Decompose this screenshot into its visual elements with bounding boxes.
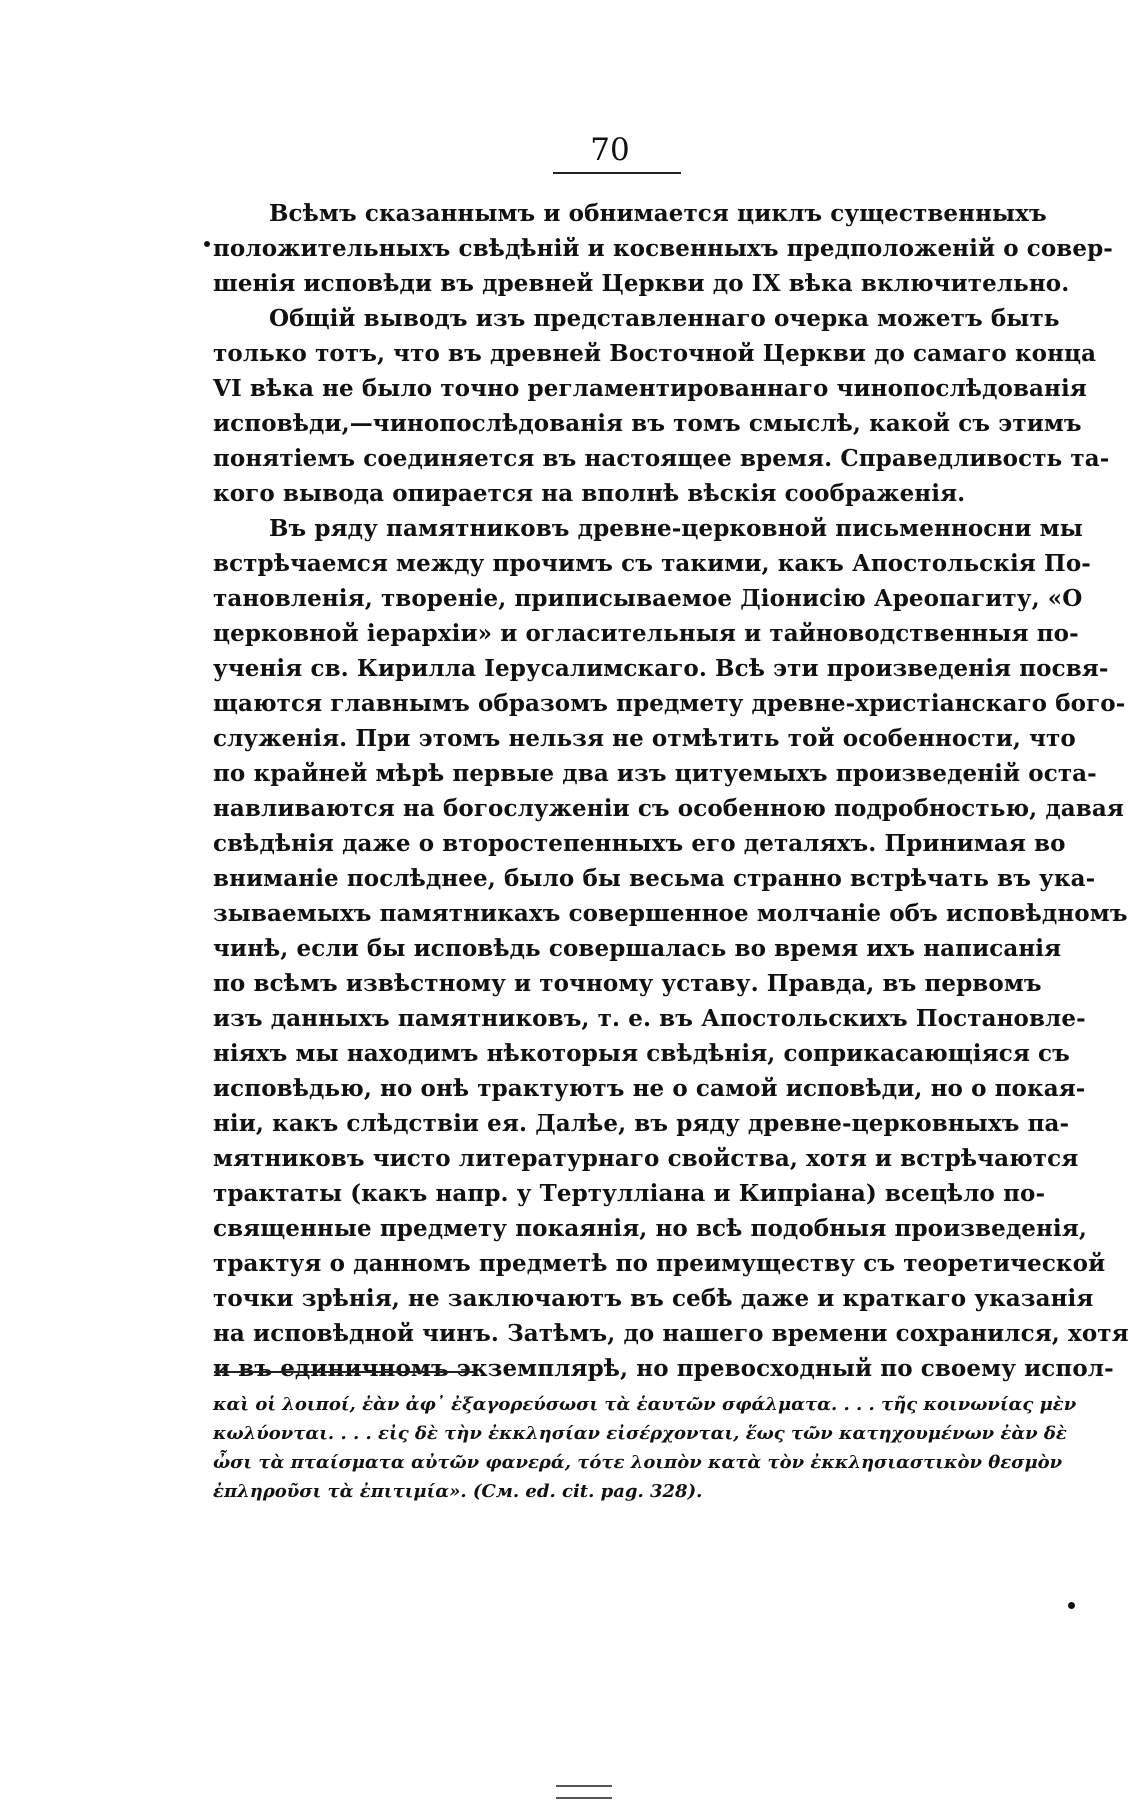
- text-line: исповѣдью, но онѣ трактуютъ не о самой исповѣди, но о покая-: [213, 1075, 1086, 1102]
- text-line: Общій выводъ изъ представленнаго очерка можетъ быть: [269, 305, 1060, 332]
- text-line: положительныхъ свѣдѣній и косвенныхъ предположеній о совер-: [213, 235, 1113, 262]
- text-line: свѣдѣнія даже о второстепенныхъ его деталяхъ. Принимая во: [213, 830, 1066, 857]
- page-number: 70: [590, 132, 630, 168]
- text-line: тановленія, твореніе, приписываемое Діонисію Ареопагиту, «О: [213, 585, 1083, 612]
- header-rule: [553, 172, 681, 174]
- text-line: мятниковъ чисто литературнаго свойства, хотя и встрѣчаются: [213, 1145, 1079, 1172]
- text-line: навливаются на богослуженіи съ особенною подробностью, давая: [213, 795, 1124, 822]
- text-line: только тотъ, что въ древней Восточной Церкви до самаго конца: [213, 340, 1097, 367]
- text-line: трактуя о данномъ предметѣ по преимуществу съ теоретической: [213, 1250, 1106, 1277]
- text-line: по всѣмъ извѣстному и точному уставу. Правда, въ первомъ: [213, 970, 1042, 997]
- margin-dot-right: [1068, 1602, 1075, 1609]
- footnote-line: ἐπληροῦσι τὰ ἐπιτιμία». (См. ed. cit. pag. 328).: [213, 1481, 703, 1502]
- text-line: церковной іерархіи» и огласительныя и тайноводственныя по-: [213, 620, 1079, 647]
- text-line: шенія исповѣди въ древней Церкви до IX вѣка включительно.: [213, 270, 1070, 297]
- text-line: встрѣчаемся между прочимъ съ такими, какъ Апостольскія По-: [213, 550, 1091, 577]
- text-line: кого вывода опирается на вполнѣ вѣскія соображенія.: [213, 480, 966, 507]
- text-line: священные предмету покаянія, но всѣ подобныя произведенія,: [213, 1215, 1087, 1242]
- text-line: вниманіе послѣднее, было бы весьма странно встрѣчать въ ука-: [213, 865, 1096, 892]
- text-line: Всѣмъ сказаннымъ и обнимается циклъ существенныхъ: [269, 200, 1047, 227]
- text-line: щаются главнымъ образомъ предмету древне-христіанскаго бого-: [213, 690, 1126, 717]
- text-line: ніи, какъ слѣдствіи ея. Далѣе, въ ряду древне-церковныхъ па-: [213, 1110, 1070, 1137]
- text-line: и въ единичномъ экземплярѣ, но превосходный по своему испол-: [213, 1355, 1114, 1382]
- text-line: понятіемъ соединяется въ настоящее время. Справедливость та-: [213, 445, 1110, 472]
- margin-dot-left: [204, 241, 210, 247]
- text-line: служенія. При этомъ нельзя не отмѣтить той особенности, что: [213, 725, 1076, 752]
- text-line: Въ ряду памятниковъ древне-церковной письменносни мы: [269, 515, 1083, 542]
- text-line: исповѣди,—чинопослѣдованія въ томъ смыслѣ, какой съ этимъ: [213, 410, 1082, 437]
- footnote: [213, 1390, 1077, 1506]
- bottom-mark: [556, 1785, 612, 1787]
- bottom-mark: [556, 1797, 612, 1799]
- text-line: ніяхъ мы находимъ нѣкоторыя свѣдѣнія, соприкасающіяся съ: [213, 1040, 1070, 1067]
- text-line: по крайней мѣрѣ первые два изъ цитуемыхъ произведеній оста-: [213, 760, 1097, 787]
- text-line: изъ данныхъ памятниковъ, т. е. въ Апостольскихъ Постановле-: [213, 1005, 1086, 1032]
- text-line: чинѣ, если бы исповѣдь совершалась во время ихъ написанія: [213, 935, 1062, 962]
- text-line: ученія св. Кирилла Іерусалимскаго. Всѣ эти произведенія посвя-: [213, 655, 1109, 682]
- footnote-rule: [214, 1371, 476, 1373]
- footnote-line: κωλύονται. . . . εἰς δὲ τὴν ἐκκλησίαν εἰσέρχονται, ἕως τῶν κατηχουμένων ἐὰν δὲ: [213, 1423, 1067, 1444]
- footnote-line: καὶ οἱ λοιποί, ἐὰν ἀφ᾽ ἐξαγορεύσωσι τὰ ἑαυτῶν σφάλματα. . . . τῆς κοινωνίας μὲν: [213, 1394, 1077, 1415]
- text-line: трактаты (какъ напр. у Тертулліана и Кипріана) всецѣло по-: [213, 1180, 1046, 1207]
- text-line: на исповѣдной чинъ. Затѣмъ, до нашего времени сохранился, хотя: [213, 1320, 1129, 1347]
- text-line: зываемыхъ памятникахъ совершенное молчаніе объ исповѣдномъ: [213, 900, 1128, 927]
- text-line: точки зрѣнія, не заключаютъ въ себѣ даже и краткаго указанія: [213, 1285, 1094, 1312]
- text-line: VI вѣка не было точно регламентированнаго чинопослѣдованія: [213, 375, 1087, 402]
- main-text: [213, 196, 1129, 1386]
- footnote-line: ὦσι τὰ πταίσματα αὐτῶν φανερά, τότε λοιπὸν κατὰ τὸν ἐκκλησιαστικὸν θεσμὸν: [213, 1452, 1063, 1473]
